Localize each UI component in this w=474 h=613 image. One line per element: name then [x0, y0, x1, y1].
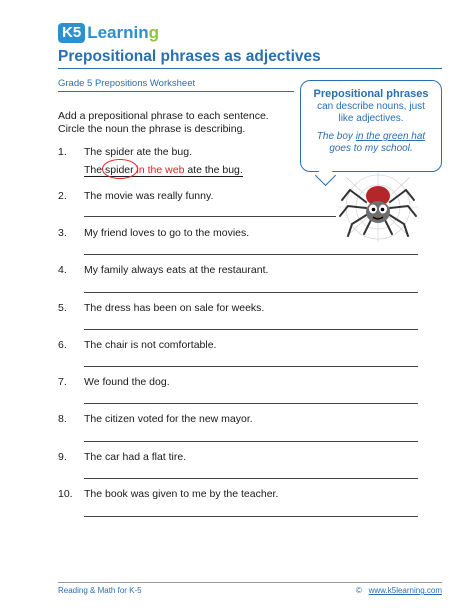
answer-line-9[interactable] [84, 478, 418, 479]
instruction-line2: Circle the noun the phrase is describing. [58, 123, 246, 135]
answer-line-6[interactable] [84, 366, 418, 367]
logo-wordmark: Learning [87, 23, 159, 42]
answer-line-7[interactable] [84, 403, 418, 404]
question-1: 1. The spider ate the bug. [58, 146, 192, 158]
question-5: 5. The dress has been on sale for weeks. [58, 302, 265, 314]
worksheet-subtitle: Grade 5 Prepositions Worksheet [58, 78, 196, 89]
info-callout [300, 80, 442, 172]
spider-icon [336, 172, 420, 242]
footer-site: © www.k5learning.com [356, 586, 442, 595]
k5-learning-logo [58, 22, 159, 44]
instruction-line1: Add a prepositional phrase to each sentence. [58, 110, 269, 122]
noun-circle [102, 159, 138, 179]
callout-example: The boy in the green hat goes to my school. [316, 131, 426, 154]
question-3: 3. My friend loves to go to the movies. [58, 227, 250, 239]
footer-rule [58, 582, 442, 583]
question-9: 9. The car had a flat tire. [58, 451, 187, 463]
question-2: 2. The movie was really funny. [58, 190, 214, 202]
page-title: Prepositional phrases as adjectives [58, 48, 321, 65]
answer-line-4[interactable] [84, 292, 418, 293]
question-10: 10. The book was given to me by the teacher. [58, 488, 279, 500]
instructions [58, 110, 298, 136]
answer-line-3[interactable] [84, 254, 418, 255]
callout-line2: like adjectives. [338, 113, 404, 124]
question-4: 4. My family always eats at the restaurant. [58, 264, 269, 276]
callout-heading: Prepositional phrases [313, 88, 429, 100]
answer-line-5[interactable] [84, 329, 418, 330]
footer-tagline: Reading & Math for K-5 [58, 586, 142, 595]
callout-line1: can describe nouns, just [317, 101, 425, 112]
question-6: 6. The chair is not comfortable. [58, 339, 217, 351]
title-rule [58, 68, 442, 69]
answer-line-10[interactable] [84, 516, 418, 517]
logo-badge: K5 [58, 23, 85, 43]
question-8: 8. The citizen voted for the new mayor. [58, 413, 253, 425]
answer-line-8[interactable] [84, 441, 418, 442]
subtitle-rule [58, 91, 294, 92]
example-answer: The spider in the web ate the bug. [84, 164, 243, 176]
question-7: 7. We found the dog. [58, 376, 170, 388]
answer-line-2[interactable] [84, 216, 336, 217]
